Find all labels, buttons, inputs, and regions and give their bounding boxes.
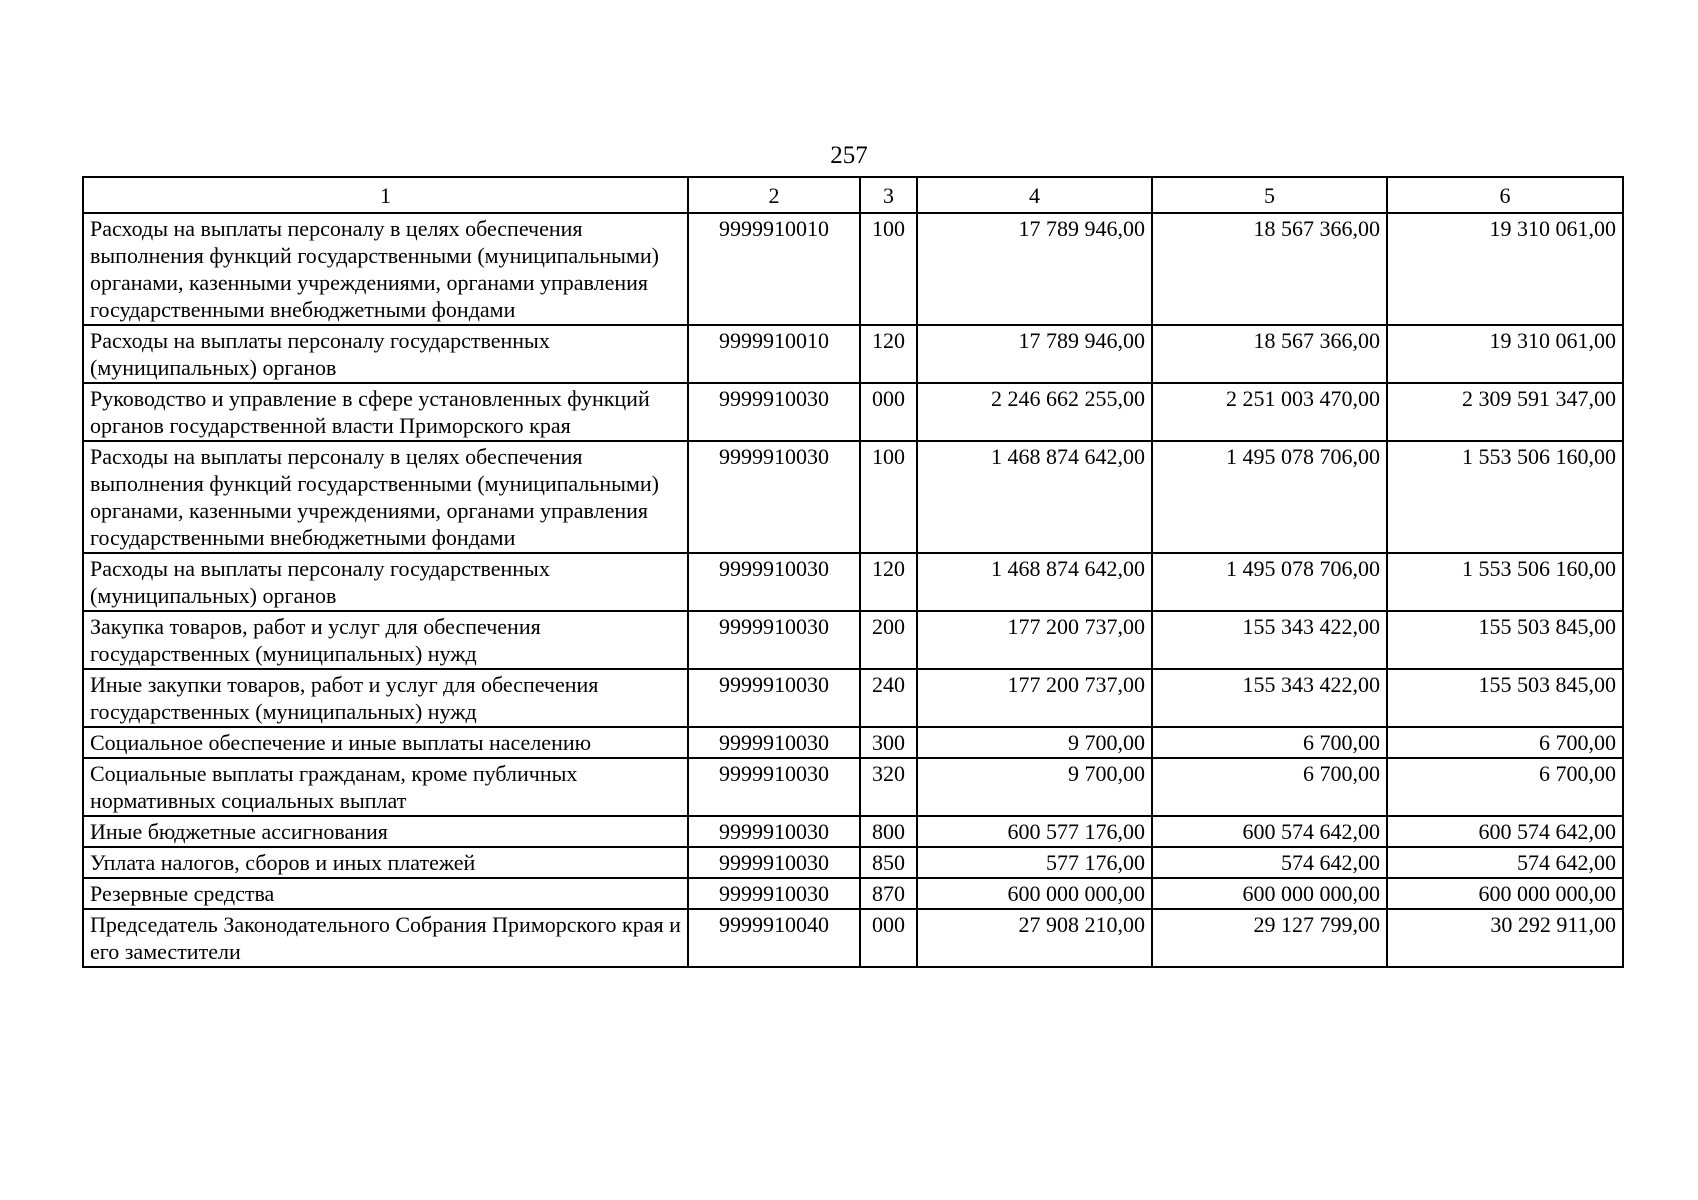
row-amount-2: 574 642,00: [1152, 847, 1387, 878]
row-type: 100: [860, 441, 917, 553]
table-row: [83, 213, 1623, 325]
row-amount-1: 1 468 874 642,00: [917, 441, 1152, 553]
row-amount-2: 2 251 003 470,00: [1152, 383, 1387, 441]
row-amount-1: 27 908 210,00: [917, 909, 1152, 967]
row-amount-3: 155 503 845,00: [1387, 611, 1623, 669]
table-row: [83, 816, 1623, 847]
table-row: [83, 727, 1623, 758]
row-code: 9999910030: [688, 383, 860, 441]
table-row: [83, 441, 1623, 553]
row-code: 9999910030: [688, 611, 860, 669]
row-type: 800: [860, 816, 917, 847]
table-row: [83, 847, 1623, 878]
row-amount-2: 600 574 642,00: [1152, 816, 1387, 847]
row-code: 9999910030: [688, 878, 860, 909]
row-amount-3: 19 310 061,00: [1387, 325, 1623, 383]
table-row: [83, 878, 1623, 909]
row-name: Расходы на выплаты персоналу государственных (муниципальных) органов: [83, 325, 688, 383]
row-amount-1: 177 200 737,00: [917, 669, 1152, 727]
row-amount-3: 6 700,00: [1387, 727, 1623, 758]
row-name: Уплата налогов, сборов и иных платежей: [83, 847, 688, 878]
row-type: 850: [860, 847, 917, 878]
row-amount-1: 577 176,00: [917, 847, 1152, 878]
row-type: 300: [860, 727, 917, 758]
row-name: Социальное обеспечение и иные выплаты населению: [83, 727, 688, 758]
header-cell-1: 1: [83, 177, 688, 213]
row-amount-1: 177 200 737,00: [917, 611, 1152, 669]
table-row: [83, 909, 1623, 967]
row-amount-1: 9 700,00: [917, 727, 1152, 758]
table-row: [83, 758, 1623, 816]
row-amount-2: 1 495 078 706,00: [1152, 441, 1387, 553]
row-amount-3: 155 503 845,00: [1387, 669, 1623, 727]
row-amount-1: 17 789 946,00: [917, 213, 1152, 325]
row-amount-2: 155 343 422,00: [1152, 611, 1387, 669]
row-amount-1: 1 468 874 642,00: [917, 553, 1152, 611]
row-code: 9999910030: [688, 553, 860, 611]
page-number: 257: [830, 142, 868, 169]
row-name: Расходы на выплаты персоналу в целях обеспечения выполнения функций государственными (муниципальными) органами, казенными учреждениями, органами управления государственными внебюджетными фондами: [83, 441, 688, 553]
row-name: Руководство и управление в сфере установленных функций органов государственной власти Приморского края: [83, 383, 688, 441]
table-row: [83, 325, 1623, 383]
table-row: [83, 553, 1623, 611]
row-amount-1: 17 789 946,00: [917, 325, 1152, 383]
row-type: 320: [860, 758, 917, 816]
row-type: 870: [860, 878, 917, 909]
row-amount-3: 30 292 911,00: [1387, 909, 1623, 967]
row-amount-1: 2 246 662 255,00: [917, 383, 1152, 441]
table-row: [83, 611, 1623, 669]
row-name: Иные бюджетные ассигнования: [83, 816, 688, 847]
header-cell-4: 4: [917, 177, 1152, 213]
row-code: 9999910030: [688, 758, 860, 816]
table-row: [83, 669, 1623, 727]
header-cell-5: 5: [1152, 177, 1387, 213]
row-name: Социальные выплаты гражданам, кроме публичных нормативных социальных выплат: [83, 758, 688, 816]
row-type: 000: [860, 909, 917, 967]
row-amount-2: 18 567 366,00: [1152, 325, 1387, 383]
row-name: Расходы на выплаты персоналу в целях обеспечения выполнения функций государственными (муниципальными) органами, казенными учреждениями, органами управления государственными внебюджетными фондами: [83, 213, 688, 325]
row-amount-3: 1 553 506 160,00: [1387, 441, 1623, 553]
row-amount-2: 6 700,00: [1152, 758, 1387, 816]
row-amount-3: 574 642,00: [1387, 847, 1623, 878]
row-type: 120: [860, 553, 917, 611]
row-code: 9999910030: [688, 441, 860, 553]
row-code: 9999910030: [688, 669, 860, 727]
row-amount-1: 9 700,00: [917, 758, 1152, 816]
row-amount-1: 600 577 176,00: [917, 816, 1152, 847]
table-body: [83, 213, 1623, 967]
row-type: 200: [860, 611, 917, 669]
row-amount-2: 29 127 799,00: [1152, 909, 1387, 967]
row-name: Резервные средства: [83, 878, 688, 909]
budget-table: [82, 176, 1624, 968]
header-cell-3: 3: [860, 177, 917, 213]
row-amount-2: 1 495 078 706,00: [1152, 553, 1387, 611]
row-name: Закупка товаров, работ и услуг для обеспечения государственных (муниципальных) нужд: [83, 611, 688, 669]
row-name: Иные закупки товаров, работ и услуг для обеспечения государственных (муниципальных) нужд: [83, 669, 688, 727]
header-row: [83, 177, 1623, 213]
header-cell-2: 2: [688, 177, 860, 213]
row-amount-1: 600 000 000,00: [917, 878, 1152, 909]
row-code: 9999910030: [688, 727, 860, 758]
table-row: [83, 383, 1623, 441]
row-amount-3: 2 309 591 347,00: [1387, 383, 1623, 441]
row-amount-3: 6 700,00: [1387, 758, 1623, 816]
row-code: 9999910030: [688, 847, 860, 878]
row-name: Расходы на выплаты персоналу государственных (муниципальных) органов: [83, 553, 688, 611]
row-amount-2: 6 700,00: [1152, 727, 1387, 758]
row-type: 240: [860, 669, 917, 727]
row-code: 9999910040: [688, 909, 860, 967]
row-amount-2: 18 567 366,00: [1152, 213, 1387, 325]
row-amount-3: 19 310 061,00: [1387, 213, 1623, 325]
row-amount-2: 600 000 000,00: [1152, 878, 1387, 909]
row-code: 9999910010: [688, 325, 860, 383]
row-name: Председатель Законодательного Собрания Приморского края и его заместители: [83, 909, 688, 967]
row-amount-3: 600 574 642,00: [1387, 816, 1623, 847]
header-cell-6: 6: [1387, 177, 1623, 213]
row-amount-2: 155 343 422,00: [1152, 669, 1387, 727]
row-type: 100: [860, 213, 917, 325]
row-code: 9999910030: [688, 816, 860, 847]
row-type: 000: [860, 383, 917, 441]
row-amount-3: 1 553 506 160,00: [1387, 553, 1623, 611]
row-code: 9999910010: [688, 213, 860, 325]
row-type: 120: [860, 325, 917, 383]
row-amount-3: 600 000 000,00: [1387, 878, 1623, 909]
